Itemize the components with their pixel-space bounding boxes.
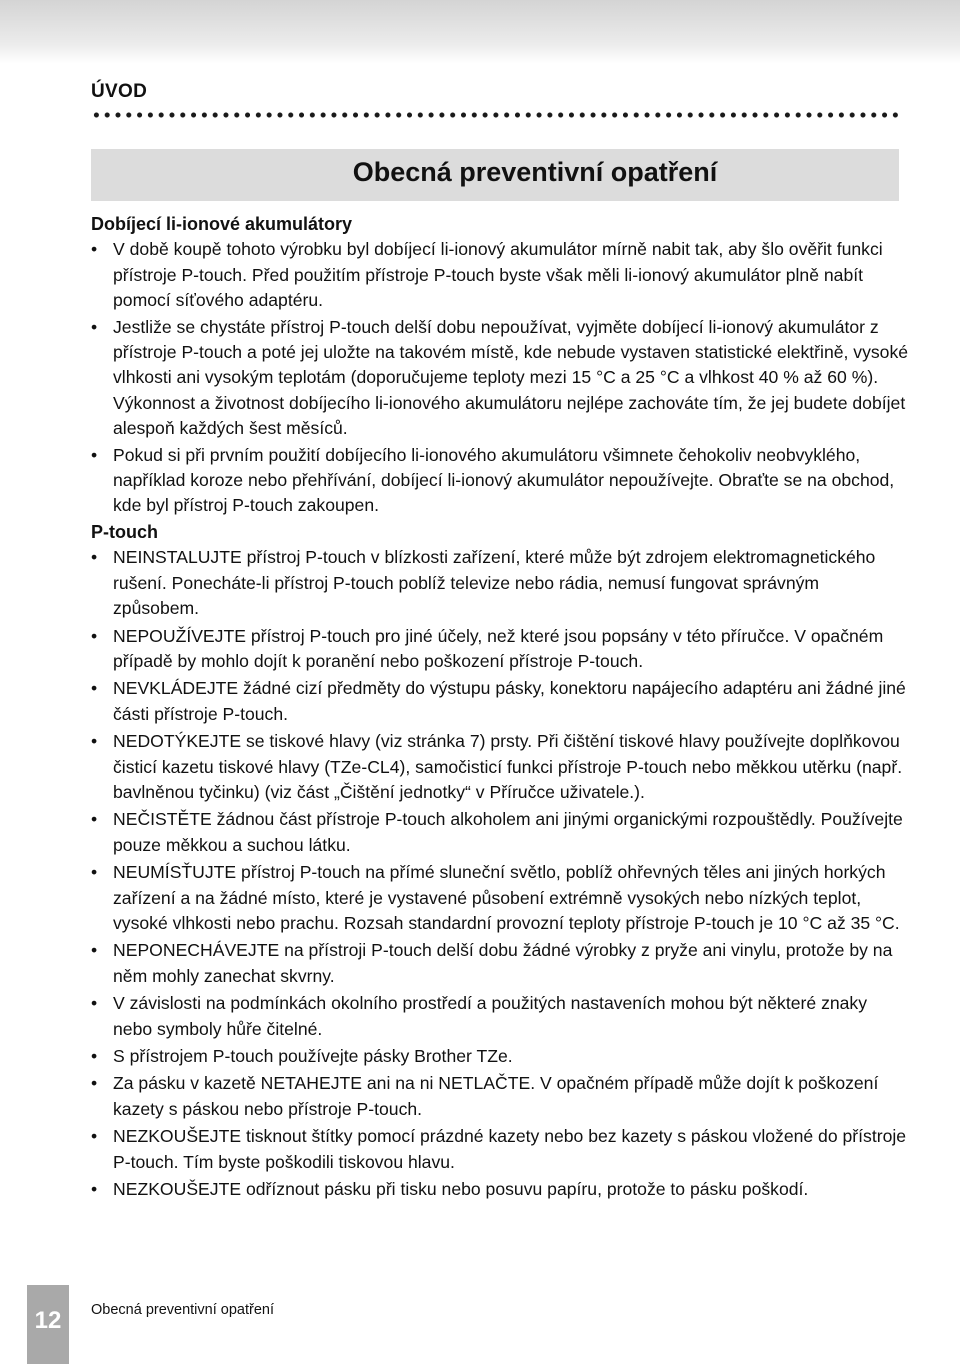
list-item-text: NEZKOUŠEJTE tisknout štítky pomocí prázdné kazety nebo bez kazety s páskou vložené do přístroje P-touch. Tím byste poškodili tiskovou hlavu.: [113, 1126, 907, 1172]
list-item-text: S přístrojem P-touch používejte pásky Brother TZe.: [113, 1046, 513, 1066]
bullet-icon: •: [91, 809, 98, 830]
subheading-ptouch: P-touch: [91, 521, 158, 542]
title-banner: [91, 149, 899, 201]
list-item-text: Pokud si při prvním použití dobíjecího li-ionového akumulátoru všimnete čehokoliv neobvyklého, například koroze nebo přehřívání, dobíjecí li-ionový akumulátor nepoužívejte. Obraťte se na obchod, kde byl přístroj P-touch zakoupen.: [113, 444, 895, 516]
battery-precautions-list: [91, 237, 909, 518]
list-item-text: NEVKLÁDEJTE žádné cizí předměty do výstupu pásky, konektoru napájecího adaptéru ani žádné jiné části přístroje P-touch.: [113, 678, 906, 724]
list-item-text: NEINSTALUJTE přístroj P-touch v blízkosti zařízení, které může být zdrojem elektromagnetického rušení. Ponecháte-li přístroj P-touch poblíž televize nebo rádia, nemusí fungovat správným způsobem.: [113, 547, 876, 619]
list-item: [91, 624, 909, 675]
list-item: [91, 860, 909, 936]
list-item: [91, 315, 909, 442]
list-item-text: NEPOUŽÍVEJTE přístroj P-touch pro jiné účely, než které jsou popsány v této příručce. V opačném případě by mohlo dojít k poranění nebo poškození přístroje P-touch.: [113, 625, 884, 671]
bullet-icon: •: [91, 993, 98, 1014]
list-item-text: V závislosti na podmínkách okolního prostředí a použitých nastaveních mohou být některé znaky nebo symboly hůře čitelné.: [113, 993, 868, 1039]
ptouch-precautions-list: [91, 545, 909, 1202]
bullet-icon: •: [91, 940, 98, 961]
list-item: [91, 237, 909, 313]
list-item: [91, 991, 909, 1042]
bullet-icon: •: [91, 625, 98, 646]
list-item-text: NEDOTÝKEJTE se tiskové hlavy (viz stránka 7) prsty. Při čištění tiskové hlavy používejte doplňkovou čisticí kazetu tiskové hlavy (TZe-CL4), samočisticí funkci přístroje P-touch nebo měkkou utěrku (např. bavlněnou tyčinku) (viz část „Čištění jednotky“ v Příručce uživatele.).: [113, 731, 903, 802]
list-item: [91, 1044, 909, 1069]
list-item-text: V době koupě tohoto výrobku byl dobíjecí li-ionový akumulátor mírně nabit tak, aby šlo ověřit funkci přístroje P-touch. Před použitím přístroje P-touch byste však měli li-ionový akumulátor plně nabít pomocí síťového adaptéru.: [113, 239, 883, 311]
subheading-batteries: Dobíjecí li-ionové akumulátory: [91, 214, 353, 234]
bullet-icon: •: [91, 1126, 98, 1147]
bullet-icon: •: [91, 444, 98, 465]
bullet-icon: •: [91, 239, 98, 260]
list-item: [91, 938, 909, 989]
list-item: [91, 1071, 909, 1122]
list-item: [91, 807, 909, 858]
page-title: Obecná preventivní opatření: [352, 157, 718, 187]
section-header: ÚVOD: [91, 81, 148, 102]
top-gradient-band: [0, 0, 960, 64]
list-item-text: Za pásku v kazetě NETAHEJTE ani na ni NETLAČTE. V opačném případě může dojít k poškození kazety s páskou nebo přístroje P-touch.: [113, 1073, 879, 1119]
bullet-icon: •: [91, 1179, 98, 1200]
bullet-icon: •: [91, 547, 98, 568]
bullet-icon: •: [91, 1073, 98, 1094]
footer-running-title: Obecná preventivní opatření: [91, 1302, 274, 1318]
bullet-icon: •: [91, 316, 98, 337]
main-content: [91, 212, 909, 1204]
list-item: [91, 545, 909, 621]
bullet-icon: •: [91, 1046, 98, 1066]
list-item-text: NEZKOUŠEJTE odříznout pásku při tisku nebo posuvu papíru, protože to pásku poškodí.: [113, 1179, 809, 1200]
dotted-divider: [91, 111, 901, 119]
page-number-tab: [27, 1285, 69, 1364]
list-item-text: Jestliže se chystáte přístroj P-touch delší dobu nepoužívat, vyjměte dobíjecí li-ionový akumulátor z přístroje P-touch a poté jej uložte na takovém místě, kde nebude vystaven statistické elektřině, vysoké vlhkosti ani vysokým teplotám (doporučujeme teploty mezi 15 °C a 25 °C a vlhkost 40 % až 60 %). Výkonnost a životnost dobíjecího li-ionového akumulátoru nejlépe zachováte tím, že jej budete dobíjet alespoň každých šest měsíců.: [113, 316, 909, 439]
list-item-text: NEPONECHÁVEJTE na přístroji P-touch delší dobu žádné výrobky z pryže ani vinylu, protože by na něm mohly zanechat skvrny.: [113, 940, 893, 986]
list-item: [91, 443, 909, 519]
bullet-icon: •: [91, 731, 98, 752]
bullet-icon: •: [91, 678, 98, 699]
bullet-icon: •: [91, 862, 98, 883]
page-number: 12: [34, 1307, 62, 1334]
list-item-text: NEUMÍSŤUJTE přístroj P-touch na přímé sluneční světlo, poblíž ohřevných těles ani jiných horkých zařízení a na žádné místo, které je vystavené působení extrémně vysokých nebo nízkých teplot, vysoké vlhkosti nebo prachu. Rozsah standardní provozní teploty přístroje P-touch je 10 °C až 35 °C.: [113, 862, 900, 933]
list-item: [91, 729, 909, 805]
list-item: [91, 1124, 909, 1175]
list-item: [91, 676, 909, 727]
list-item: [91, 1177, 909, 1202]
list-item-text: NEČISTĚTE žádnou část přístroje P-touch alkoholem ani jinými organickými rozpouštědly. Používejte pouze měkkou a suchou látku.: [113, 809, 903, 855]
